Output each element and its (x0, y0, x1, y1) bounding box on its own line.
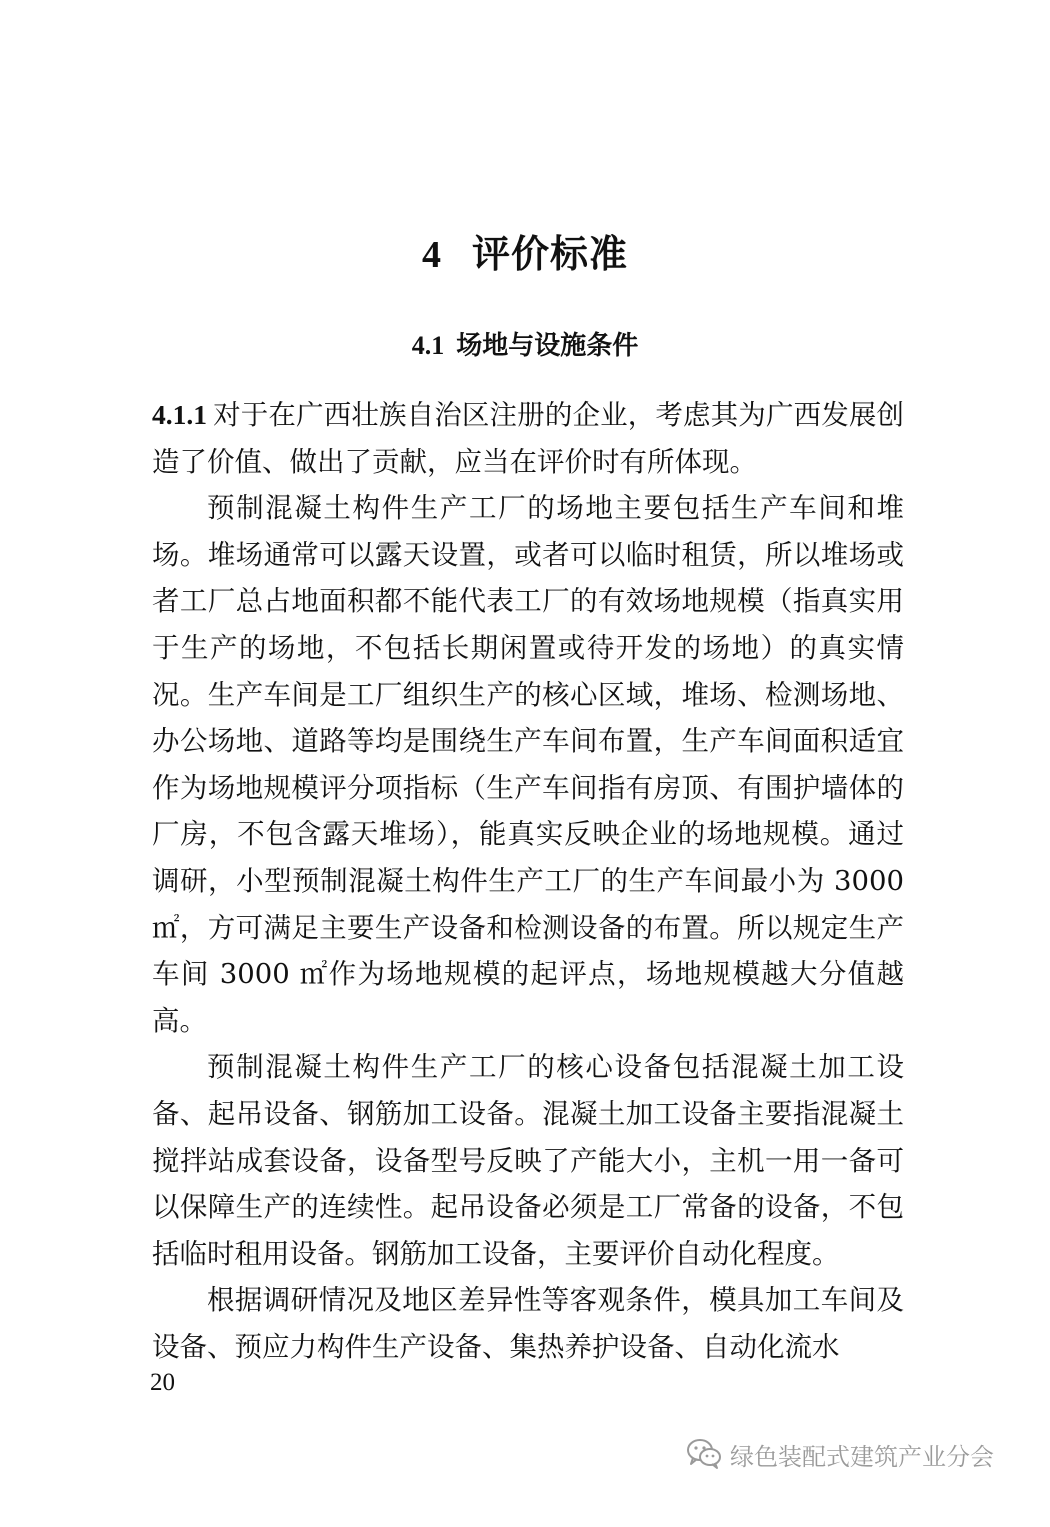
chapter-number: 4 (421, 234, 442, 276)
chapter-title (0, 228, 1050, 281)
section-title-text: 场地与设施条件 (456, 331, 639, 361)
wechat-icon (686, 1438, 722, 1470)
section-number: 4.1 (411, 331, 445, 360)
page-number: 20 (150, 1369, 175, 1396)
chapter-title-text: 评价标准 (471, 232, 628, 276)
clause-paragraph (152, 392, 904, 485)
paragraph-site: 预制混凝土构件生产工厂的场地主要包括生产车间和堆场。堆场通常可以露天设置，或者可以临时租赁，所以堆场或者工厂总占地面积都不能代表工厂的有效场地规模（指真实用于生产的场地，不包括长期闲置或待开发的场地）的真实情况。生产车间是工厂组织生产的核心区域，堆场、检测场地、办公场地、道路等均是围绕生产车间布置，生产车间面积适宜作为场地规模评分项指标（生产车间指有房顶、有围护墙体的厂房，不包含露天堆场），能真实反映企业的场地规模。通过调研，小型预制混凝土构件生产工厂的生产车间最小为 3000 ㎡，方可满足主要生产设备和检测设备的布置。所以规定生产车间 3000 ㎡作为场地规模的起评点，场地规模越大分值越高。 (152, 492, 904, 1037)
clause-number: 4.1.1 (152, 399, 207, 430)
body-text (152, 392, 904, 1370)
section-title (0, 326, 1050, 366)
watermark-text: 绿色装配式建筑产业分会 (730, 1442, 994, 1471)
paragraph-research: 根据调研情况及地区差异性等客观条件，模具加工车间及设备、预应力构件生产设备、集热养护设备、自动化流水 (152, 1284, 904, 1363)
watermark (686, 1436, 994, 1472)
clause-text: 对于在广西壮族自治区注册的企业，考虑其为广西发展创造了价值、做出了贡献，应当在评价时有所体现。 (152, 399, 904, 478)
paragraph-equipment: 预制混凝土构件生产工厂的核心设备包括混凝土加工设备、起吊设备、钢筋加工设备。混凝土加工设备主要指混凝土搅拌站成套设备，设备型号反映了产能大小，主机一用一备可以保障生产的连续性。起吊设备必须是工厂常备的设备，不包括临时租用设备。钢筋加工设备，主要评价自动化程度。 (152, 1051, 904, 1270)
